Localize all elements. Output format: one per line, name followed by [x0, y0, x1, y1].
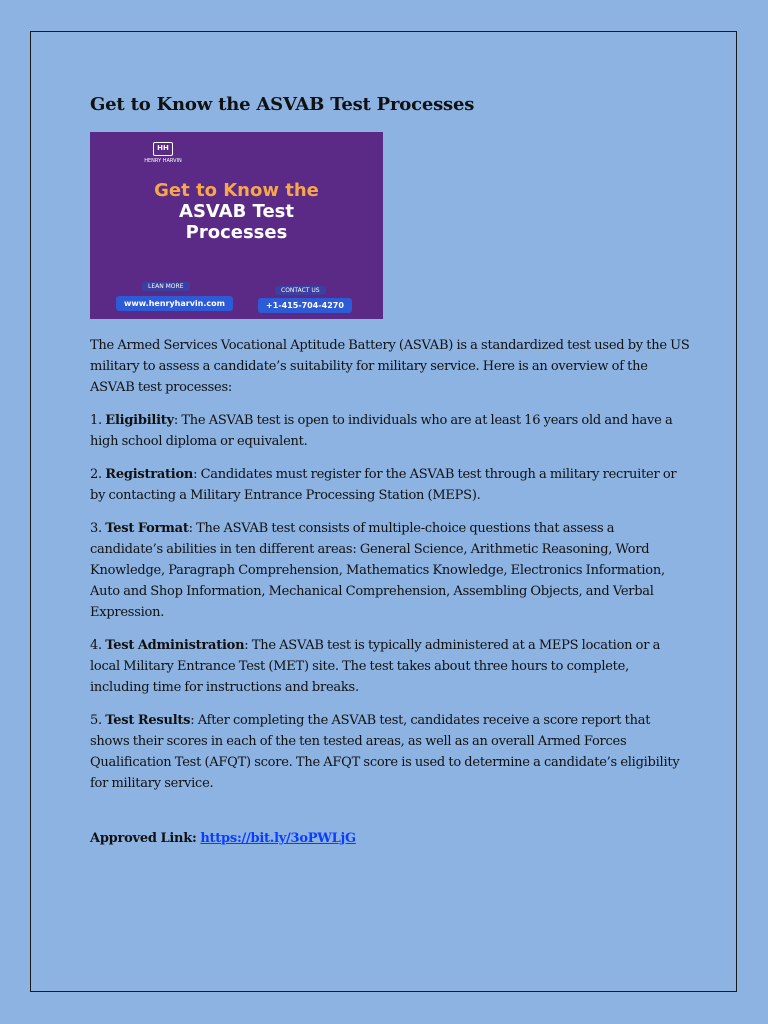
contact-us-label: CONTACT US [275, 286, 326, 295]
list-item-eligibility: 1. Eligibility: The ASVAB test is open to individuals who are at least 16 years old and have a high school diploma or equivalent. [90, 413, 673, 449]
website-button: www.henryharvin.com [116, 296, 233, 311]
logo-mark: HH [153, 142, 173, 156]
logo-text: HENRY HARVIN [144, 158, 182, 164]
banner-headline [90, 180, 383, 243]
promo-banner-image [90, 132, 383, 319]
list-item-test-results: 5. Test Results: After completing the ASVAB test, candidates receive a score report that shows their scores in each of the ten tested areas, as well as an overall Armed Forces Qualification Test (AFQT) score. The AFQT score is used to determine a candidate’s eligibility for military service. [90, 713, 680, 791]
list-item-test-administration: 4. Test Administration: The ASVAB test is typically administered at a MEPS location or a local Military Entrance Test (MET) site. The test takes about three hours to complete, including time for instructions and breaks. [90, 638, 661, 695]
term-test-results: Test Results [105, 713, 191, 728]
banner-headline-line1: Get to Know the [154, 180, 319, 201]
list-item-registration: 2. Registration: Candidates must register for the ASVAB test through a military recruiter or by contacting a Military Entrance Processing Station (MEPS). [90, 467, 677, 503]
henry-harvin-logo [138, 142, 188, 164]
approved-link-line [90, 828, 690, 849]
banner-headline-line2: ASVAB Test [179, 201, 294, 222]
list-item-test-format: 3. Test Format: The ASVAB test consists of multiple-choice questions that assess a candidate’s abilities in ten different areas: General Science, Arithmetic Reasoning, Word Knowledge, Paragraph Comprehension, Mathematics Knowledge, Electronics Information, Auto and Shop Information, Mechanical Comprehension, Assembling Objects, and Verbal Expression. [90, 521, 665, 620]
approved-link[interactable]: https://bit.ly/3oPWLjG [200, 831, 356, 846]
document-content [90, 92, 690, 861]
term-eligibility: Eligibility [105, 413, 174, 428]
term-test-administration: Test Administration [105, 638, 245, 653]
phone-button: +1-415-704-4270 [258, 298, 352, 313]
approved-link-label: Approved Link: [90, 831, 201, 846]
term-registration: Registration [105, 467, 194, 482]
term-test-format: Test Format [105, 521, 189, 536]
page-title: Get to Know the ASVAB Test Processes [90, 94, 475, 115]
lean-more-label: LEAN MORE [142, 282, 190, 291]
intro-paragraph: The Armed Services Vocational Aptitude Battery (ASVAB) is a standardized test used by the US military to assess a candidate’s suitability for military service. Here is an overview of the ASVAB test processes: [90, 338, 690, 395]
banner-headline-line3: Processes [185, 222, 288, 243]
